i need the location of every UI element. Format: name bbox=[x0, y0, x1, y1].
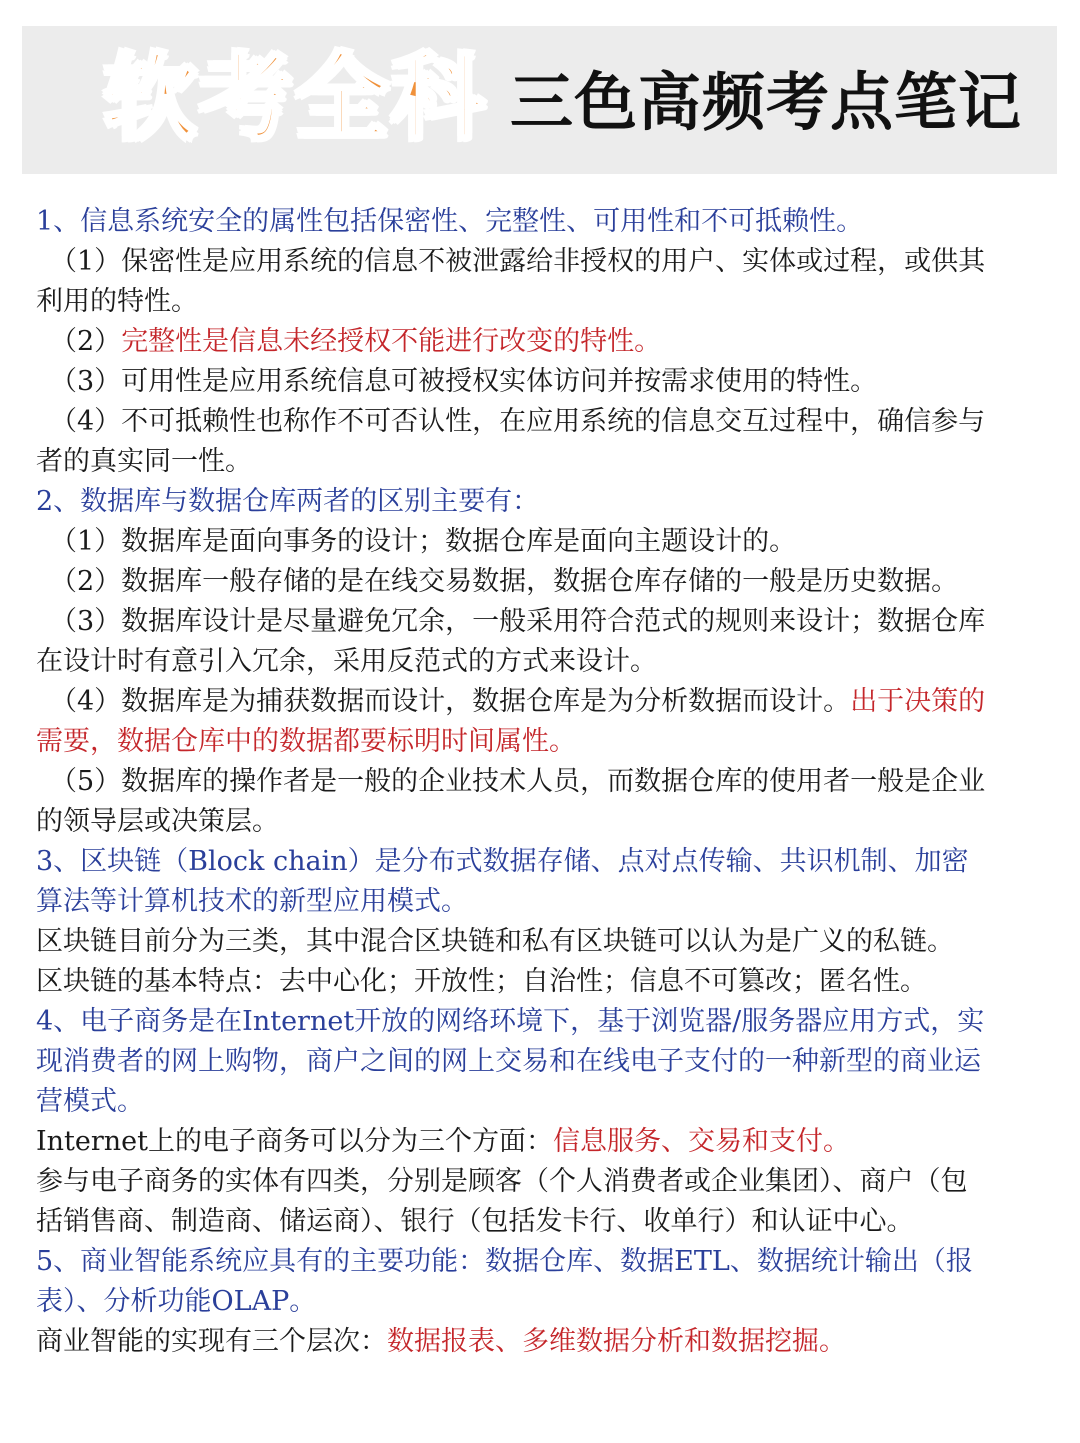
page-subtitle: 三色高频考点笔记 bbox=[510, 65, 1022, 139]
text-segment: （2）数据库一般存储的是在线交易数据，数据仓库存储的一般是历史数据。 bbox=[50, 566, 959, 597]
note-line bbox=[36, 482, 1046, 522]
note-line bbox=[36, 602, 1046, 642]
text-segment: （4）不可抵赖性也称作不可否认性，在应用系统的信息交互过程中，确信参与 bbox=[50, 406, 986, 437]
note-line bbox=[36, 1162, 1046, 1202]
note-line bbox=[36, 1322, 1046, 1362]
note-line bbox=[36, 202, 1046, 242]
text-segment: （1）保密性是应用系统的信息不被泄露给非授权的用户、实体或过程，或供其 bbox=[50, 246, 986, 277]
text-segment: Internet上的电子商务可以分为三个方面： bbox=[36, 1126, 554, 1157]
text-segment: （3）数据库设计是尽量避免冗余，一般采用符合范式的规则来设计；数据仓库 bbox=[50, 606, 986, 637]
note-line bbox=[36, 562, 1046, 602]
page-title: 软考全科 bbox=[103, 44, 488, 153]
text-segment: 括销售商、制造商、储运商）、银行（包括发卡行、收单行）和认证中心。 bbox=[36, 1206, 914, 1237]
text-segment: 完整性是信息未经授权不能进行改变的特性。 bbox=[121, 326, 662, 357]
text-segment: 需要，数据仓库中的数据都要标明时间属性。 bbox=[36, 726, 576, 757]
note-line bbox=[36, 1082, 1046, 1122]
note-line bbox=[36, 242, 1046, 282]
note-line bbox=[36, 762, 1046, 802]
note-line bbox=[36, 802, 1046, 842]
note-line bbox=[36, 362, 1046, 402]
note-line bbox=[36, 922, 1046, 962]
note-line bbox=[36, 402, 1046, 442]
note-line bbox=[36, 722, 1046, 762]
text-segment: 2、数据库与数据仓库两者的区别主要有： bbox=[36, 486, 540, 517]
text-segment: （1）数据库是面向事务的设计；数据仓库是面向主题设计的。 bbox=[50, 526, 797, 557]
text-segment: 者的真实同一性。 bbox=[36, 446, 252, 477]
text-segment: 1、信息系统安全的属性包括保密性、完整性、可用性和不可抵赖性。 bbox=[36, 206, 864, 237]
text-segment: 4、电子商务是在Internet开放的网络环境下，基于浏览器/服务器应用方式，实 bbox=[36, 1006, 985, 1037]
note-line bbox=[36, 1122, 1046, 1162]
note-line bbox=[36, 1042, 1046, 1082]
note-line bbox=[36, 1242, 1046, 1282]
text-segment: 在设计时有意引入冗余，采用反范式的方式来设计。 bbox=[36, 646, 657, 677]
text-segment: 利用的特性。 bbox=[36, 286, 198, 317]
text-segment: 3、区块链（Block chain）是分布式数据存储、点对点传输、共识机制、加密 bbox=[36, 846, 969, 877]
text-segment: 出于决策的 bbox=[850, 686, 986, 717]
note-line bbox=[36, 842, 1046, 882]
note-line bbox=[36, 1002, 1046, 1042]
text-segment: 的领导层或决策层。 bbox=[36, 806, 279, 837]
text-segment: （2） bbox=[50, 326, 122, 357]
note-line bbox=[36, 1282, 1046, 1322]
text-segment: 数据报表、多维数据分析和数据挖掘。 bbox=[387, 1326, 846, 1357]
text-segment: 区块链的基本特点：去中心化；开放性；自治性；信息不可篡改；匿名性。 bbox=[36, 966, 927, 997]
text-segment: （5）数据库的操作者是一般的企业技术人员，而数据仓库的使用者一般是企业 bbox=[50, 766, 986, 797]
text-segment: 现消费者的网上购物，商户之间的网上交易和在线电子支付的一种新型的商业运 bbox=[36, 1046, 981, 1077]
text-segment: 参与电子商务的实体有四类，分别是顾客（个人消费者或企业集团）、商户（包 bbox=[36, 1166, 968, 1197]
note-line bbox=[36, 282, 1046, 322]
text-segment: 表）、分析功能OLAP。 bbox=[36, 1286, 317, 1317]
text-segment: 算法等计算机技术的新型应用模式。 bbox=[36, 886, 468, 917]
note-line bbox=[36, 882, 1046, 922]
text-segment: 营模式。 bbox=[36, 1086, 144, 1117]
note-line bbox=[36, 682, 1046, 722]
text-segment: 信息服务、交易和支付。 bbox=[553, 1126, 851, 1157]
text-segment: （3）可用性是应用系统信息可被授权实体访问并按需求使用的特性。 bbox=[50, 366, 878, 397]
notes-body bbox=[36, 202, 1046, 1362]
text-segment: 5、商业智能系统应具有的主要功能：数据仓库、数据ETL、数据统计输出（报 bbox=[36, 1246, 973, 1277]
note-line bbox=[36, 522, 1046, 562]
note-line bbox=[36, 642, 1046, 682]
text-segment: 商业智能的实现有三个层次： bbox=[36, 1326, 387, 1357]
note-line bbox=[36, 962, 1046, 1002]
note-line bbox=[36, 442, 1046, 482]
text-segment: （4）数据库是为捕获数据而设计，数据仓库是为分析数据而设计。 bbox=[50, 686, 851, 717]
text-segment: 区块链目前分为三类，其中混合区块链和私有区块链可以认为是广义的私链。 bbox=[36, 926, 954, 957]
note-line bbox=[36, 322, 1046, 362]
note-line bbox=[36, 1202, 1046, 1242]
